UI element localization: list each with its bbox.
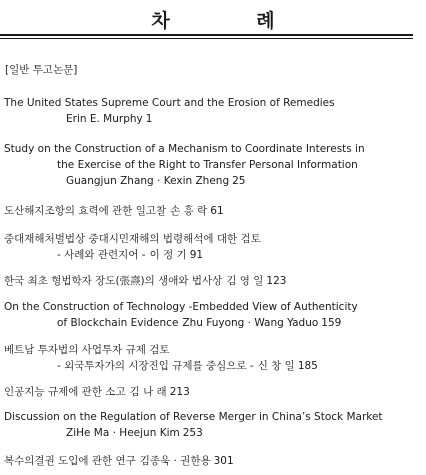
entry-page-number: 1 bbox=[145, 113, 153, 125]
entry-page-number: 185 bbox=[297, 360, 318, 372]
entry-page-number: 91 bbox=[189, 249, 204, 261]
entry-leader-line bbox=[0, 247, 415, 263]
entry-page-number: 253 bbox=[182, 427, 203, 439]
entry-page-number: 159 bbox=[321, 317, 342, 329]
entry-author: Guangjun Zhang · Kexin Zheng bbox=[66, 175, 230, 187]
section-heading: [일반 투고논문] bbox=[5, 64, 78, 76]
entry-author: Zhu Fuyong · Wang Yaduo bbox=[182, 317, 319, 329]
entry-subtitle: - 외국투자가의 시장진입 규제를 중심으로 - bbox=[57, 360, 254, 372]
toc-entry[interactable] bbox=[0, 141, 415, 189]
entry-leader-line bbox=[0, 273, 415, 289]
toc-entry[interactable] bbox=[0, 409, 415, 441]
entry-page-number: 301 bbox=[213, 455, 234, 467]
entry-page-number: 123 bbox=[266, 275, 287, 287]
entry-author: 김 영 일 bbox=[226, 275, 264, 287]
entry-title: 중대재해처벌법상 중대시민재해의 법령해석에 대한 검토 bbox=[4, 233, 261, 245]
title-divider bbox=[0, 34, 413, 36]
entry-title: The United States Supreme Court and the Erosion of Remedies bbox=[4, 97, 335, 109]
entry-title: 도산해지조항의 효력에 관한 일고찰 bbox=[4, 205, 167, 217]
entry-leader-line bbox=[0, 203, 415, 219]
toc-entry[interactable] bbox=[0, 273, 415, 289]
title-divider-thin bbox=[0, 38, 413, 39]
toc-entry[interactable] bbox=[0, 342, 415, 374]
toc-entry[interactable] bbox=[0, 384, 415, 400]
entry-title: Study on the Construction of a Mechanism to Coordinate Interests in bbox=[4, 143, 365, 155]
entry-title: 베트남 투자법의 사업투자 규제 검토 bbox=[4, 344, 170, 356]
entry-subtitle: - 사례와 관련지어 - bbox=[57, 249, 146, 261]
entry-author: 이 정 기 bbox=[149, 249, 187, 261]
entry-page-number: 25 bbox=[232, 175, 246, 187]
entry-title: 한국 최초 형법학자 장도(張燾)의 생애와 법사상 bbox=[4, 275, 223, 287]
entry-leader-line bbox=[0, 453, 415, 469]
entry-leader-line bbox=[0, 384, 415, 400]
entry-leader-line bbox=[0, 425, 415, 441]
entry-title: Discussion on the Regulation of Reverse Merger in China’s Stock Market bbox=[4, 411, 383, 423]
entry-title: 복수의결권 도입에 관한 연구 bbox=[4, 455, 136, 467]
entry-author: Erin E. Murphy bbox=[66, 113, 143, 125]
entry-leader-line bbox=[0, 358, 415, 374]
entry-page-number: 213 bbox=[169, 386, 190, 398]
entry-author: ZiHe Ma · Heejun Kim bbox=[66, 427, 180, 439]
toc-entry[interactable] bbox=[0, 203, 415, 219]
entry-title: 인공지능 규제에 관한 소고 bbox=[4, 386, 126, 398]
toc-entry[interactable] bbox=[0, 299, 415, 331]
entry-author: 김 나 래 bbox=[129, 386, 167, 398]
toc-entry[interactable] bbox=[0, 453, 415, 469]
entry-leader-line bbox=[0, 315, 415, 331]
entry-title-continued: of Blockchain Evidence bbox=[57, 317, 179, 329]
entry-title: On the Construction of Technology -Embedded View of Authenticity bbox=[4, 301, 358, 313]
entry-page-number: 61 bbox=[210, 205, 224, 217]
toc-entry[interactable] bbox=[0, 95, 415, 127]
entry-leader-line bbox=[0, 111, 415, 127]
entry-author: 신 창 일 bbox=[257, 360, 295, 372]
toc-entry[interactable] bbox=[0, 231, 415, 263]
entry-title-continued: the Exercise of the Right to Transfer Personal Information bbox=[57, 159, 358, 171]
entry-leader-line bbox=[0, 173, 415, 189]
entry-author: 김종욱 · 권한용 bbox=[139, 455, 211, 467]
entry-author: 손 흥 락 bbox=[170, 205, 208, 217]
page-title: 차 례 bbox=[151, 10, 315, 32]
